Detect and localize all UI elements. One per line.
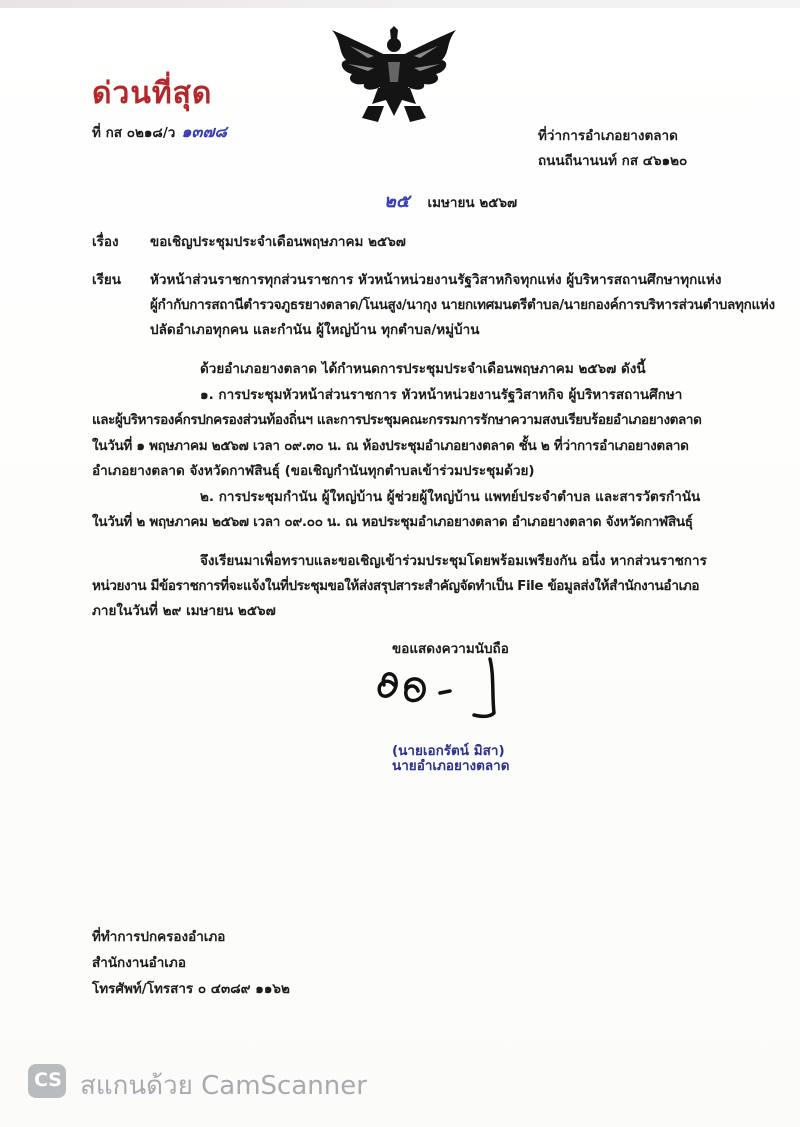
camscanner-watermark: สแกนด้วย CamScanner: [80, 1071, 367, 1101]
office-name: ที่ว่าการอำเภอยางตลาด: [538, 128, 678, 144]
reference-prefix: ที่ กส ๐๒๑๘/ว: [92, 125, 176, 141]
handwritten-signature: [370, 655, 530, 735]
signer-name: (นายเอกรัตน์ มิสา): [392, 743, 505, 759]
date-day-handwritten: ๒๕: [384, 191, 410, 212]
item1-line: ในวันที่ ๑ พฤษภาคม ๒๕๖๗ เวลา ๐๙.๓๐ น. ณ ห้องประชุมอำเภอยางตลาด ชั้น ๒ ที่ว่าการอำเภอยางตลาด: [92, 438, 689, 454]
footer-section: สำนักงานอำเภอ: [92, 955, 186, 971]
addressee-line: ผู้กำกับการสถานีตำรวจภูธรยางตลาด/โนนสูง/นากุง นายกเทศมนตรีตำบล/นายกองค์การบริหารส่วนตำบลทุกแห่ง: [150, 297, 775, 313]
addressee-line: ปลัดอำเภอทุกคน และกำนัน ผู้ใหญ่บ้าน ทุกตำบล/หมู่บ้าน: [150, 322, 480, 338]
item2-line: ๒. การประชุมกำนัน ผู้ใหญ่บ้าน ผู้ช่วยผู้ใหญ่บ้าน แพทย์ประจำตำบล และสารวัตรกำนัน: [200, 489, 701, 505]
item1-invite-note: (ขอเชิญกำนันทุกตำบลเข้าร่วมประชุมด้วย): [284, 463, 535, 479]
addressee-label: เรียน: [92, 272, 122, 288]
item1-line: ๑. การประชุมหัวหน้าส่วนราชการ หัวหน้าหน่วยงานรัฐวิสาหกิจ ผู้บริหารสถานศึกษา: [200, 387, 683, 403]
reference-number: [92, 120, 227, 145]
camscanner-logo-text: CS: [34, 1069, 62, 1091]
date-month-year: เมษายน ๒๕๖๗: [427, 195, 518, 211]
closing-line: จึงเรียนมาเพื่อทราบและขอเชิญเข้าร่วมประชุมโดยพร้อมเพรียงกัน อนึ่ง หากส่วนราชการ: [200, 553, 707, 569]
signer-title: นายอำเภอยางตลาด: [392, 758, 510, 774]
scan-top-edge: [0, 0, 800, 8]
regards: ขอแสดงความนับถือ: [392, 641, 509, 657]
garuda-emblem-icon: [328, 26, 460, 124]
deadline: ภายในวันที่ ๒๙ เมษายน ๒๕๖๗: [92, 603, 276, 619]
item1-line-last: [92, 459, 535, 481]
reference-handwritten: ๑๓๗๘: [181, 122, 227, 141]
body-intro: ด้วยอำเภอยางตลาด ได้กำหนดการประชุมประจำเดือนพฤษภาคม ๒๕๖๗ ดังนี้: [200, 361, 646, 377]
urgency-label: ด่วนที่สุด: [92, 76, 213, 111]
item1-line: และผู้บริหารองค์กรปกครองส่วนท้องถิ่นฯ และการประชุมคณะกรรมการรักษาความสงบเรียบร้อยอำเภอยางตลาด: [92, 412, 702, 428]
addressee-line: หัวหน้าส่วนราชการทุกส่วนราชการ หัวหน้าหน่วยงานรัฐวิสาหกิจทุกแห่ง ผู้บริหารสถานศึกษาทุกแห่ง: [150, 272, 722, 288]
item2-line: ในวันที่ ๒ พฤษภาคม ๒๕๖๗ เวลา ๐๙.๐๐ น. ณ หอประชุมอำเภอยางตลาด อำเภอยางตลาด จังหวัดกาฬสินธุ์: [92, 514, 693, 530]
footer-phone: โทรศัพท์/โทรสาร ๐ ๔๓๘๙ ๑๑๖๒: [92, 981, 290, 997]
footer-department: ที่ทำการปกครองอำเภอ: [92, 929, 226, 945]
camscanner-logo-icon: [28, 1064, 66, 1098]
closing-line: หน่วยงาน มีข้อราชการที่จะแจ้งในที่ประชุมขอให้ส่งสรุปสาระสำคัญจัดทำเป็น File ข้อมูลส่งให้สำนักงานอำเภอ: [92, 578, 700, 594]
subject-text: ขอเชิญประชุมประจำเดือนพฤษภาคม ๒๕๖๗: [150, 234, 406, 250]
item1-location: อำเภอยางตลาด จังหวัดกาฬสินธุ์: [92, 463, 285, 479]
office-address: ถนนถีนานนท์ กส ๔๖๑๒๐: [538, 153, 688, 169]
subject-label: เรื่อง: [92, 234, 119, 250]
document-date: [384, 186, 517, 215]
